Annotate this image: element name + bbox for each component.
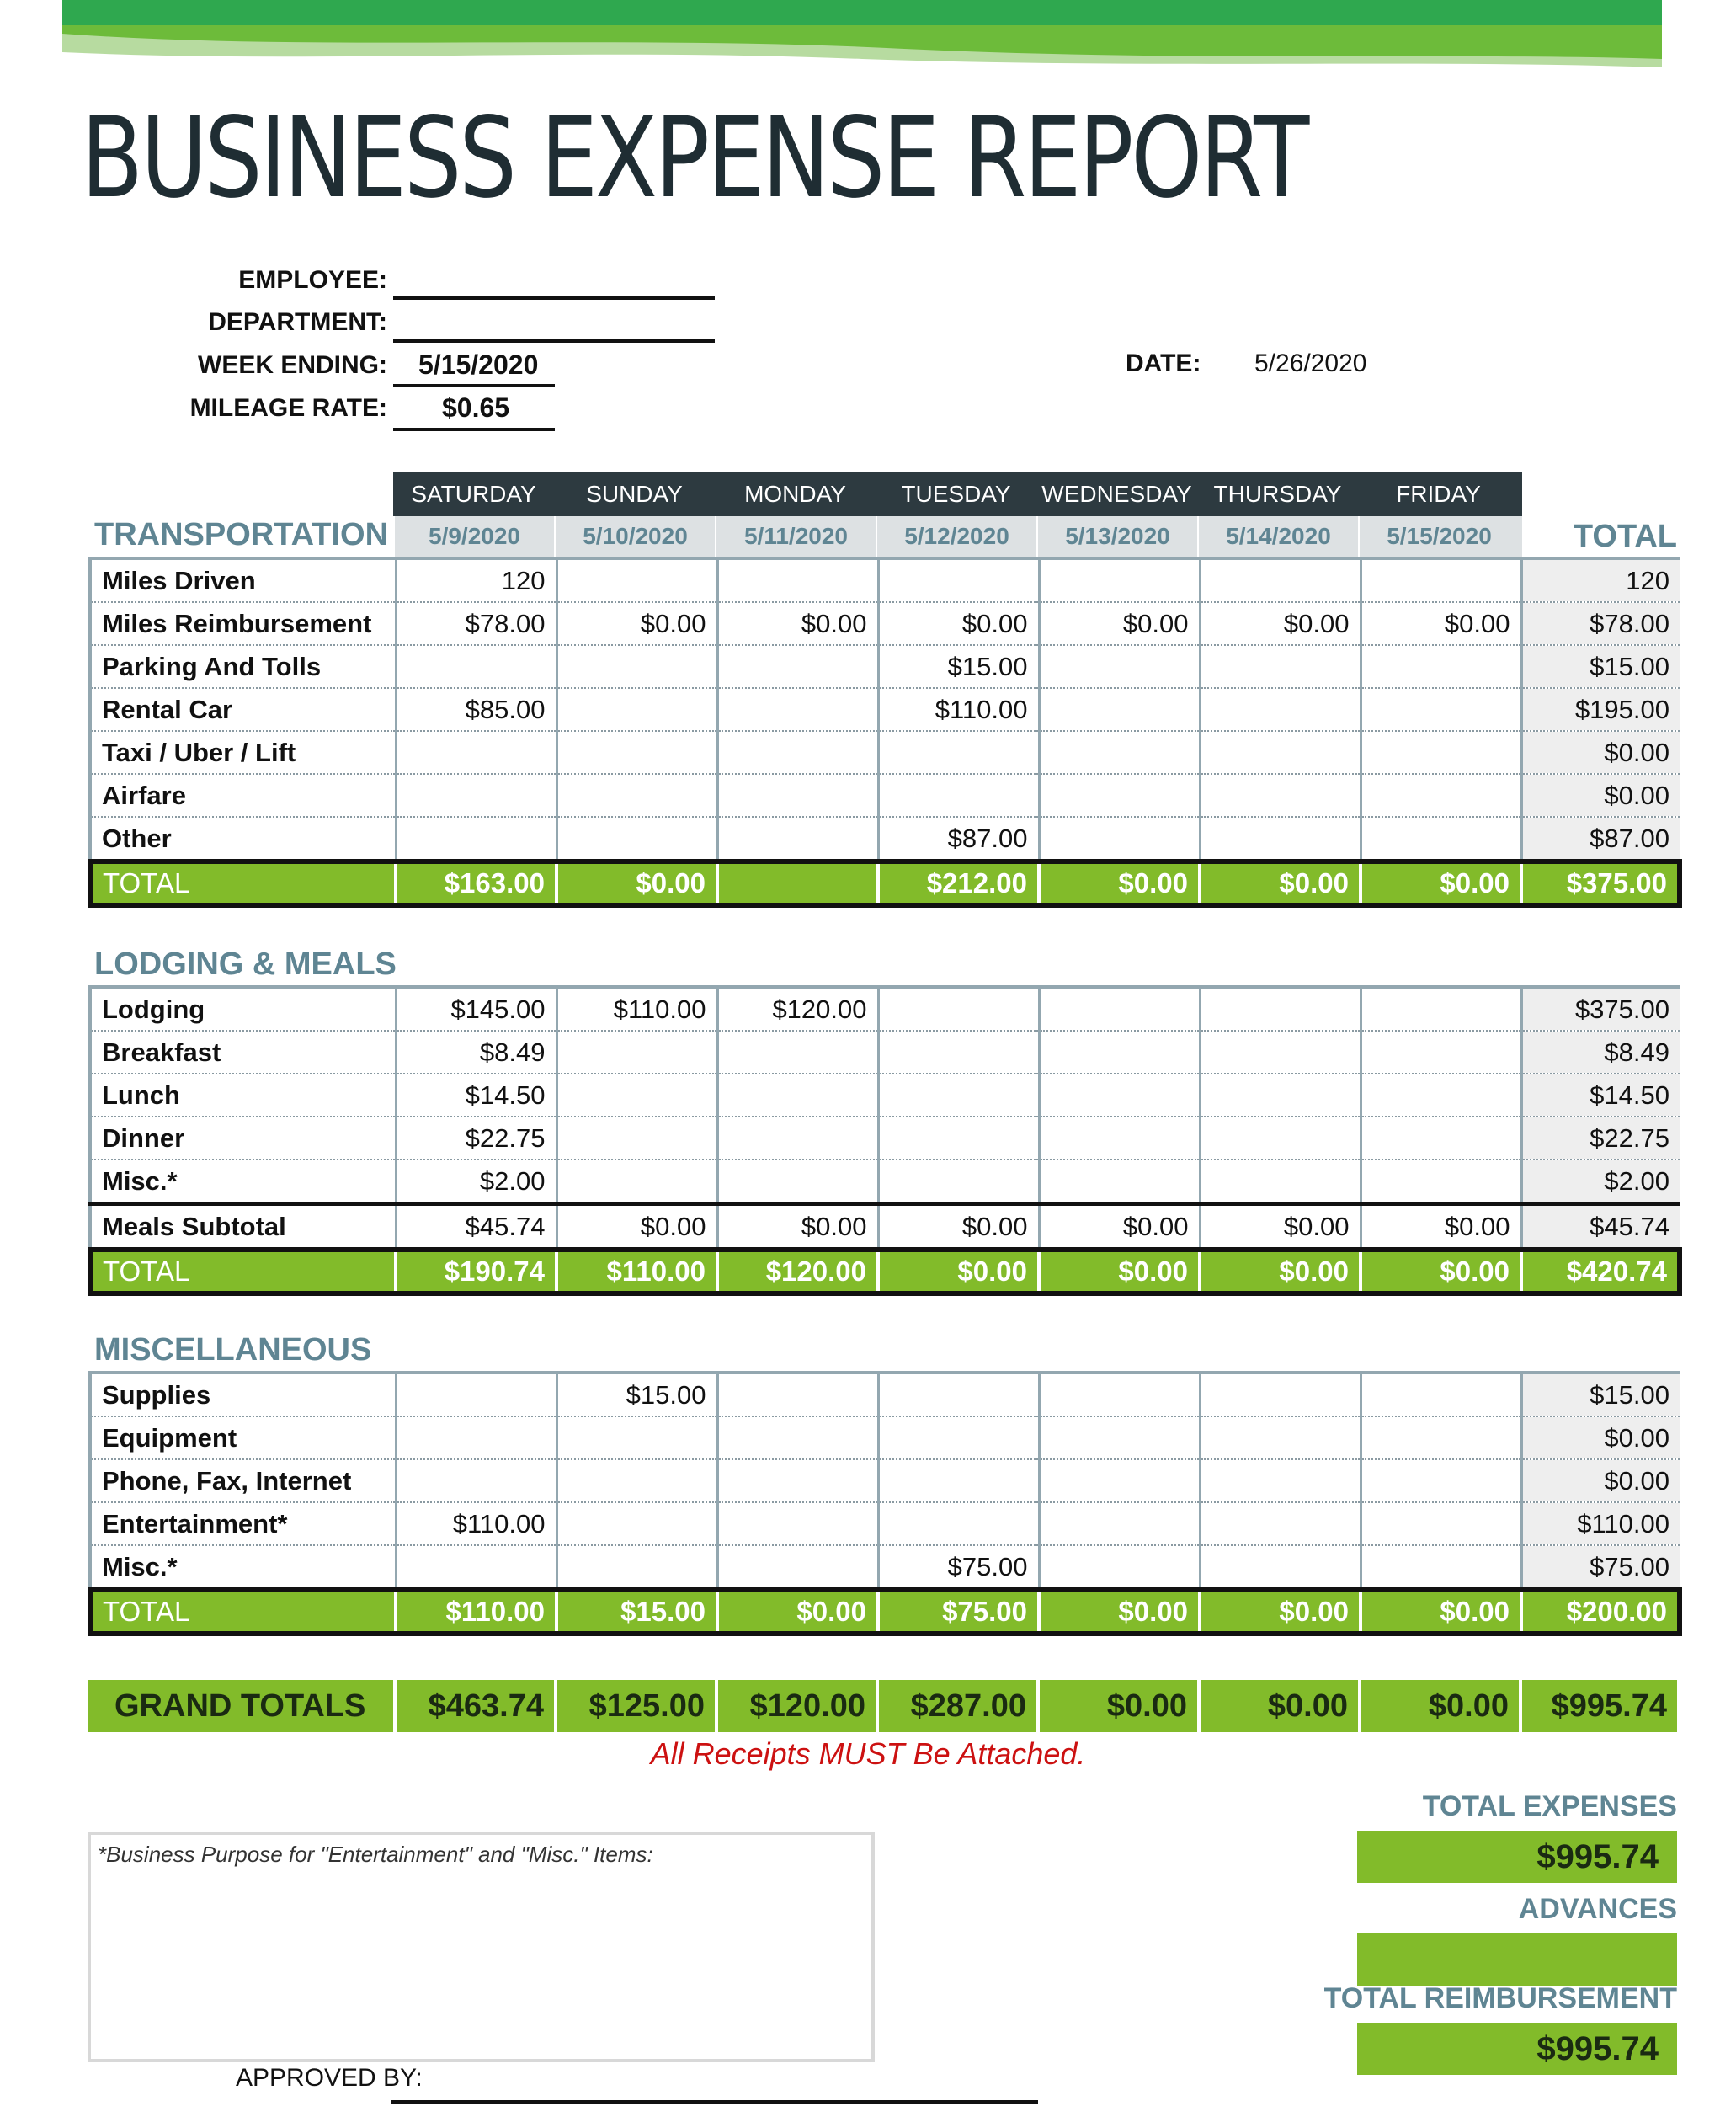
expense-cell[interactable] xyxy=(1200,817,1361,861)
expense-cell: $0.00 xyxy=(878,1204,1039,1250)
row-total-cell: $0.00 xyxy=(1521,774,1680,817)
expense-cell[interactable]: $15.00 xyxy=(878,645,1039,688)
grand-total-cell: $287.00 xyxy=(876,1680,1036,1732)
row-label: Equipment xyxy=(90,1416,396,1459)
day-header: MONDAY xyxy=(744,481,846,507)
row-label: Breakfast xyxy=(90,1031,396,1074)
row-label: Miles Reimbursement xyxy=(90,602,396,645)
grand-totals-label: GRAND TOTALS xyxy=(114,1688,366,1724)
row-total-cell: $110.00 xyxy=(1521,1502,1680,1545)
expense-cell[interactable] xyxy=(717,645,878,688)
expense-cell[interactable] xyxy=(878,558,1039,602)
row-total-cell: $75.00 xyxy=(1521,1545,1680,1590)
expense-cell: $212.00 xyxy=(878,861,1039,905)
expense-cell[interactable] xyxy=(717,688,878,731)
row-total-cell: $200.00 xyxy=(1521,1590,1680,1634)
expense-cell[interactable] xyxy=(717,1545,878,1590)
lodging-meals-title: LODGING & MEALS xyxy=(94,947,397,982)
row-total-cell: $14.50 xyxy=(1521,1074,1680,1117)
date-header-cell: 5/13/2020 xyxy=(1036,516,1197,557)
date-label: DATE: xyxy=(1126,349,1201,377)
date-header-cell: 5/15/2020 xyxy=(1358,516,1519,557)
expense-cell[interactable]: $85.00 xyxy=(396,688,556,731)
business-purpose-label: *Business Purpose for "Entertainment" and "Misc." Items: xyxy=(98,1842,653,1867)
transportation-title: TRANSPORTATION xyxy=(94,517,389,552)
expense-row xyxy=(90,1459,1680,1502)
row-total-cell: $15.00 xyxy=(1521,645,1680,688)
row-label: TOTAL xyxy=(90,861,396,905)
expense-cell[interactable] xyxy=(1039,1373,1200,1416)
mileage-rate-value[interactable]: $0.65 xyxy=(442,392,510,423)
row-total-cell: $8.49 xyxy=(1521,1031,1680,1074)
expense-cell: $0.00 xyxy=(556,1204,717,1250)
expense-cell: $0.00 xyxy=(1039,1204,1200,1250)
advances-label: ADVANCES xyxy=(1518,1893,1677,1925)
expense-cell[interactable]: $145.00 xyxy=(396,987,556,1031)
business-purpose-box[interactable] xyxy=(88,1832,875,2062)
expense-cell[interactable] xyxy=(396,645,556,688)
expense-cell[interactable] xyxy=(878,1160,1039,1204)
expense-cell[interactable] xyxy=(1039,558,1200,602)
expense-cell[interactable] xyxy=(1200,1117,1361,1160)
expense-cell: $0.00 xyxy=(556,861,717,905)
date-header-cell: 5/12/2020 xyxy=(876,516,1036,557)
expense-cell: $0.00 xyxy=(1039,1250,1200,1293)
expense-cell[interactable]: $0.00 xyxy=(1200,602,1361,645)
day-header: SATURDAY xyxy=(411,481,536,507)
expense-cell[interactable] xyxy=(1039,987,1200,1031)
row-label: Parking And Tolls xyxy=(90,645,396,688)
expense-row xyxy=(90,987,1680,1031)
receipts-note: All Receipts MUST Be Attached. xyxy=(650,1736,1086,1771)
row-total-cell: 120 xyxy=(1521,558,1680,602)
expense-cell[interactable] xyxy=(1039,1459,1200,1502)
section-total-row xyxy=(90,1250,1680,1293)
expense-row xyxy=(90,688,1680,731)
expense-cell[interactable] xyxy=(396,817,556,861)
expense-cell: $75.00 xyxy=(878,1590,1039,1634)
row-total-cell: $0.00 xyxy=(1521,1416,1680,1459)
expense-row xyxy=(90,1373,1680,1416)
lodging-meals-table xyxy=(88,985,1682,1296)
expense-row xyxy=(90,1416,1680,1459)
expense-cell[interactable] xyxy=(1200,1545,1361,1590)
expense-cell[interactable] xyxy=(556,1160,717,1204)
expense-cell[interactable] xyxy=(717,1117,878,1160)
expense-cell[interactable] xyxy=(878,731,1039,774)
expense-cell[interactable]: $8.49 xyxy=(396,1031,556,1074)
expense-row xyxy=(90,731,1680,774)
row-total-cell: $15.00 xyxy=(1521,1373,1680,1416)
day-header: FRIDAY xyxy=(1396,481,1481,507)
section-total-row xyxy=(90,861,1680,905)
expense-cell[interactable] xyxy=(1361,1160,1521,1204)
expense-cell[interactable] xyxy=(1361,688,1521,731)
total-column-header: TOTAL xyxy=(1573,519,1677,554)
expense-cell[interactable] xyxy=(1039,1160,1200,1204)
expense-cell[interactable] xyxy=(878,774,1039,817)
subtotal-row xyxy=(90,1204,1680,1250)
expense-cell[interactable] xyxy=(1361,774,1521,817)
expense-cell[interactable] xyxy=(556,1502,717,1545)
expense-cell[interactable] xyxy=(1200,1502,1361,1545)
week-ending-underline xyxy=(393,384,555,387)
day-header: WEDNESDAY xyxy=(1041,481,1192,507)
expense-cell: $0.00 xyxy=(1361,1590,1521,1634)
expense-cell: $0.00 xyxy=(1361,1250,1521,1293)
expense-row xyxy=(90,1031,1680,1074)
row-label: Taxi / Uber / Lift xyxy=(90,731,396,774)
expense-cell[interactable] xyxy=(1200,1416,1361,1459)
expense-cell[interactable]: $120.00 xyxy=(717,987,878,1031)
row-label: Lodging xyxy=(90,987,396,1031)
expense-cell[interactable] xyxy=(717,774,878,817)
department-label: DEPARTMENT: xyxy=(208,308,387,336)
expense-cell[interactable] xyxy=(1200,1160,1361,1204)
expense-cell[interactable] xyxy=(717,1459,878,1502)
miscellaneous-table xyxy=(88,1371,1682,1636)
expense-cell[interactable] xyxy=(1361,1373,1521,1416)
expense-cell[interactable]: $0.00 xyxy=(1039,602,1200,645)
expense-cell[interactable] xyxy=(556,1117,717,1160)
expense-cell[interactable] xyxy=(878,1117,1039,1160)
expense-cell[interactable]: $0.00 xyxy=(556,602,717,645)
expense-cell[interactable] xyxy=(1361,731,1521,774)
row-total-cell: $0.00 xyxy=(1521,731,1680,774)
row-label: Phone, Fax, Internet xyxy=(90,1459,396,1502)
expense-cell: $0.00 xyxy=(1039,1590,1200,1634)
expense-cell[interactable] xyxy=(1361,1031,1521,1074)
expense-row xyxy=(90,645,1680,688)
row-label: Rental Car xyxy=(90,688,396,731)
expense-cell[interactable] xyxy=(1200,1373,1361,1416)
day-header: TUESDAY xyxy=(901,481,1011,507)
section-total-row xyxy=(90,1590,1680,1634)
grand-total-cell: $0.00 xyxy=(1358,1680,1519,1732)
date-header-cell: 5/11/2020 xyxy=(715,516,876,557)
grand-total-cell: $0.00 xyxy=(1036,1680,1197,1732)
expense-cell[interactable] xyxy=(1200,987,1361,1031)
grand-total-sum: $995.74 xyxy=(1519,1680,1677,1732)
date-header xyxy=(393,516,1522,557)
expense-cell[interactable] xyxy=(1361,1502,1521,1545)
row-total-cell: $375.00 xyxy=(1521,861,1680,905)
expense-cell[interactable] xyxy=(556,731,717,774)
expense-cell[interactable] xyxy=(878,1373,1039,1416)
row-total-cell: $375.00 xyxy=(1521,987,1680,1031)
grand-total-cell: $463.74 xyxy=(393,1680,554,1732)
expense-cell[interactable]: $15.00 xyxy=(556,1373,717,1416)
expense-cell[interactable] xyxy=(1039,1502,1200,1545)
grand-total-cell: $0.00 xyxy=(1197,1680,1358,1732)
expense-cell[interactable] xyxy=(1361,987,1521,1031)
total-reimbursement-value: $995.74 xyxy=(1357,2023,1677,2075)
expense-cell[interactable] xyxy=(396,1416,556,1459)
expense-cell[interactable] xyxy=(396,1373,556,1416)
expense-cell[interactable]: $14.50 xyxy=(396,1074,556,1117)
weekday-header xyxy=(393,472,1522,516)
expense-cell[interactable] xyxy=(556,645,717,688)
expense-cell[interactable] xyxy=(1361,645,1521,688)
expense-cell[interactable]: $22.75 xyxy=(396,1117,556,1160)
expense-cell[interactable] xyxy=(556,1459,717,1502)
expense-cell[interactable] xyxy=(556,1074,717,1117)
employee-label: EMPLOYEE: xyxy=(238,266,387,294)
row-label: Miles Driven xyxy=(90,558,396,602)
expense-cell[interactable]: 120 xyxy=(396,558,556,602)
row-label: Other xyxy=(90,817,396,861)
expense-cell[interactable]: $0.00 xyxy=(1361,602,1521,645)
expense-cell[interactable] xyxy=(1200,558,1361,602)
week-ending-label: WEEK ENDING: xyxy=(198,351,387,379)
expense-cell[interactable] xyxy=(556,1416,717,1459)
advances-value[interactable] xyxy=(1357,1933,1677,1986)
row-total-cell: $2.00 xyxy=(1521,1160,1680,1204)
expense-cell[interactable] xyxy=(717,1502,878,1545)
expense-cell[interactable] xyxy=(717,1031,878,1074)
expense-cell[interactable] xyxy=(1039,688,1200,731)
expense-cell[interactable] xyxy=(1361,558,1521,602)
day-header: THURSDAY xyxy=(1213,481,1342,507)
expense-cell[interactable] xyxy=(556,1031,717,1074)
row-total-cell: $22.75 xyxy=(1521,1117,1680,1160)
expense-cell: $120.00 xyxy=(717,1250,878,1293)
expense-row xyxy=(90,774,1680,817)
expense-cell[interactable] xyxy=(1200,645,1361,688)
expense-cell[interactable] xyxy=(1039,1031,1200,1074)
expense-cell[interactable] xyxy=(1361,1545,1521,1590)
row-label: Misc.* xyxy=(90,1545,396,1590)
date-header-cell: 5/10/2020 xyxy=(554,516,715,557)
expense-cell[interactable] xyxy=(1039,1416,1200,1459)
report-title: BUSINESS EXPENSE REPORT xyxy=(81,93,1307,223)
expense-cell[interactable]: $110.00 xyxy=(878,688,1039,731)
expense-cell: $110.00 xyxy=(396,1590,556,1634)
approved-by-label: APPROVED BY: xyxy=(236,2064,423,2092)
expense-cell[interactable] xyxy=(878,1502,1039,1545)
expense-row xyxy=(90,1117,1680,1160)
total-expenses-value: $995.74 xyxy=(1357,1831,1677,1883)
expense-cell: $0.00 xyxy=(878,1250,1039,1293)
miscellaneous-title: MISCELLANEOUS xyxy=(94,1332,372,1368)
date-header-cell: 5/14/2020 xyxy=(1197,516,1358,557)
expense-cell[interactable]: $0.00 xyxy=(878,602,1039,645)
expense-cell[interactable] xyxy=(556,1545,717,1590)
row-total-cell: $195.00 xyxy=(1521,688,1680,731)
expense-cell[interactable] xyxy=(1039,1117,1200,1160)
row-total-cell: $87.00 xyxy=(1521,817,1680,861)
expense-cell[interactable] xyxy=(878,1031,1039,1074)
row-label: TOTAL xyxy=(90,1250,396,1293)
expense-cell[interactable] xyxy=(878,1074,1039,1117)
expense-cell[interactable] xyxy=(1039,645,1200,688)
department-field[interactable] xyxy=(393,339,715,343)
row-label: Dinner xyxy=(90,1117,396,1160)
expense-cell: $163.00 xyxy=(396,861,556,905)
expense-cell: $0.00 xyxy=(1200,1590,1361,1634)
expense-cell: $0.00 xyxy=(1200,1250,1361,1293)
expense-cell[interactable] xyxy=(396,1459,556,1502)
row-label: Airfare xyxy=(90,774,396,817)
expense-cell: $0.00 xyxy=(717,1204,878,1250)
expense-cell[interactable] xyxy=(717,817,878,861)
expense-cell[interactable] xyxy=(1200,1459,1361,1502)
expense-row xyxy=(90,602,1680,645)
grand-total-cell: $125.00 xyxy=(554,1680,715,1732)
row-total-cell: $0.00 xyxy=(1521,1459,1680,1502)
expense-cell[interactable] xyxy=(1039,817,1200,861)
row-label: Misc.* xyxy=(90,1160,396,1204)
approved-by-signature-line[interactable] xyxy=(391,2100,1038,2104)
row-label: Lunch xyxy=(90,1074,396,1117)
expense-cell[interactable] xyxy=(556,817,717,861)
expense-cell[interactable] xyxy=(878,1416,1039,1459)
expense-cell: $190.74 xyxy=(396,1250,556,1293)
expense-cell[interactable]: $75.00 xyxy=(878,1545,1039,1590)
expense-cell[interactable] xyxy=(878,1459,1039,1502)
mileage-rate-label: MILEAGE RATE: xyxy=(189,394,387,422)
expense-cell[interactable] xyxy=(556,688,717,731)
expense-cell: $0.00 xyxy=(1200,1204,1361,1250)
expense-cell[interactable] xyxy=(1361,1459,1521,1502)
expense-row xyxy=(90,1545,1680,1590)
expense-cell[interactable] xyxy=(396,731,556,774)
expense-cell[interactable] xyxy=(717,1373,878,1416)
expense-cell[interactable] xyxy=(1039,1074,1200,1117)
expense-cell[interactable] xyxy=(878,987,1039,1031)
expense-row xyxy=(90,817,1680,861)
transportation-table xyxy=(88,557,1682,908)
expense-cell[interactable]: $2.00 xyxy=(396,1160,556,1204)
expense-cell[interactable] xyxy=(717,558,878,602)
expense-cell[interactable]: $78.00 xyxy=(396,602,556,645)
expense-cell: $45.74 xyxy=(396,1204,556,1250)
expense-cell: $0.00 xyxy=(1039,861,1200,905)
expense-cell[interactable] xyxy=(717,731,878,774)
row-label: TOTAL xyxy=(90,1590,396,1634)
row-label: Meals Subtotal xyxy=(90,1204,396,1250)
expense-row xyxy=(90,558,1680,602)
expense-cell[interactable] xyxy=(1200,731,1361,774)
expense-cell[interactable] xyxy=(1039,774,1200,817)
expense-cell[interactable]: $110.00 xyxy=(396,1502,556,1545)
row-total-cell: $78.00 xyxy=(1521,602,1680,645)
day-header: SUNDAY xyxy=(586,481,683,507)
expense-cell[interactable] xyxy=(396,774,556,817)
expense-cell[interactable] xyxy=(1361,1117,1521,1160)
expense-row xyxy=(90,1160,1680,1204)
expense-row xyxy=(90,1074,1680,1117)
grand-totals-row xyxy=(88,1680,1677,1732)
expense-cell[interactable] xyxy=(1200,1074,1361,1117)
expense-cell: $0.00 xyxy=(1361,1204,1521,1250)
expense-cell[interactable] xyxy=(556,558,717,602)
expense-cell[interactable] xyxy=(717,1416,878,1459)
row-label: Entertainment* xyxy=(90,1502,396,1545)
expense-cell[interactable] xyxy=(717,1074,878,1117)
expense-cell[interactable] xyxy=(1361,1416,1521,1459)
week-ending-value[interactable]: 5/15/2020 xyxy=(418,349,539,380)
expense-cell[interactable]: $87.00 xyxy=(878,817,1039,861)
expense-cell[interactable] xyxy=(396,1545,556,1590)
expense-cell[interactable]: $110.00 xyxy=(556,987,717,1031)
row-total-cell: $420.74 xyxy=(1521,1250,1680,1293)
row-label: Supplies xyxy=(90,1373,396,1416)
expense-cell[interactable] xyxy=(1039,731,1200,774)
expense-cell: $0.00 xyxy=(1361,861,1521,905)
expense-cell xyxy=(717,861,878,905)
total-reimbursement-label: TOTAL REIMBURSEMENT xyxy=(1323,1982,1677,2014)
expense-cell[interactable] xyxy=(1361,1074,1521,1117)
expense-cell[interactable] xyxy=(1200,774,1361,817)
expense-row xyxy=(90,1502,1680,1545)
header-banner xyxy=(62,0,1662,76)
expense-cell: $110.00 xyxy=(556,1250,717,1293)
mileage-rate-underline xyxy=(393,428,555,431)
employee-field[interactable] xyxy=(393,296,715,300)
expense-cell[interactable] xyxy=(717,1160,878,1204)
expense-cell[interactable] xyxy=(1200,688,1361,731)
expense-cell[interactable] xyxy=(1361,817,1521,861)
grand-total-cell: $120.00 xyxy=(715,1680,876,1732)
expense-cell[interactable] xyxy=(1039,1545,1200,1590)
total-expenses-label: TOTAL EXPENSES xyxy=(1422,1790,1677,1822)
expense-cell[interactable] xyxy=(556,774,717,817)
expense-cell[interactable]: $0.00 xyxy=(717,602,878,645)
expense-cell[interactable] xyxy=(1200,1031,1361,1074)
date-header-cell: 5/9/2020 xyxy=(393,516,554,557)
date-value[interactable]: 5/26/2020 xyxy=(1254,349,1367,377)
expense-cell: $0.00 xyxy=(1200,861,1361,905)
expense-cell: $0.00 xyxy=(717,1590,878,1634)
row-total-cell: $45.74 xyxy=(1521,1204,1680,1250)
expense-cell: $15.00 xyxy=(556,1590,717,1634)
